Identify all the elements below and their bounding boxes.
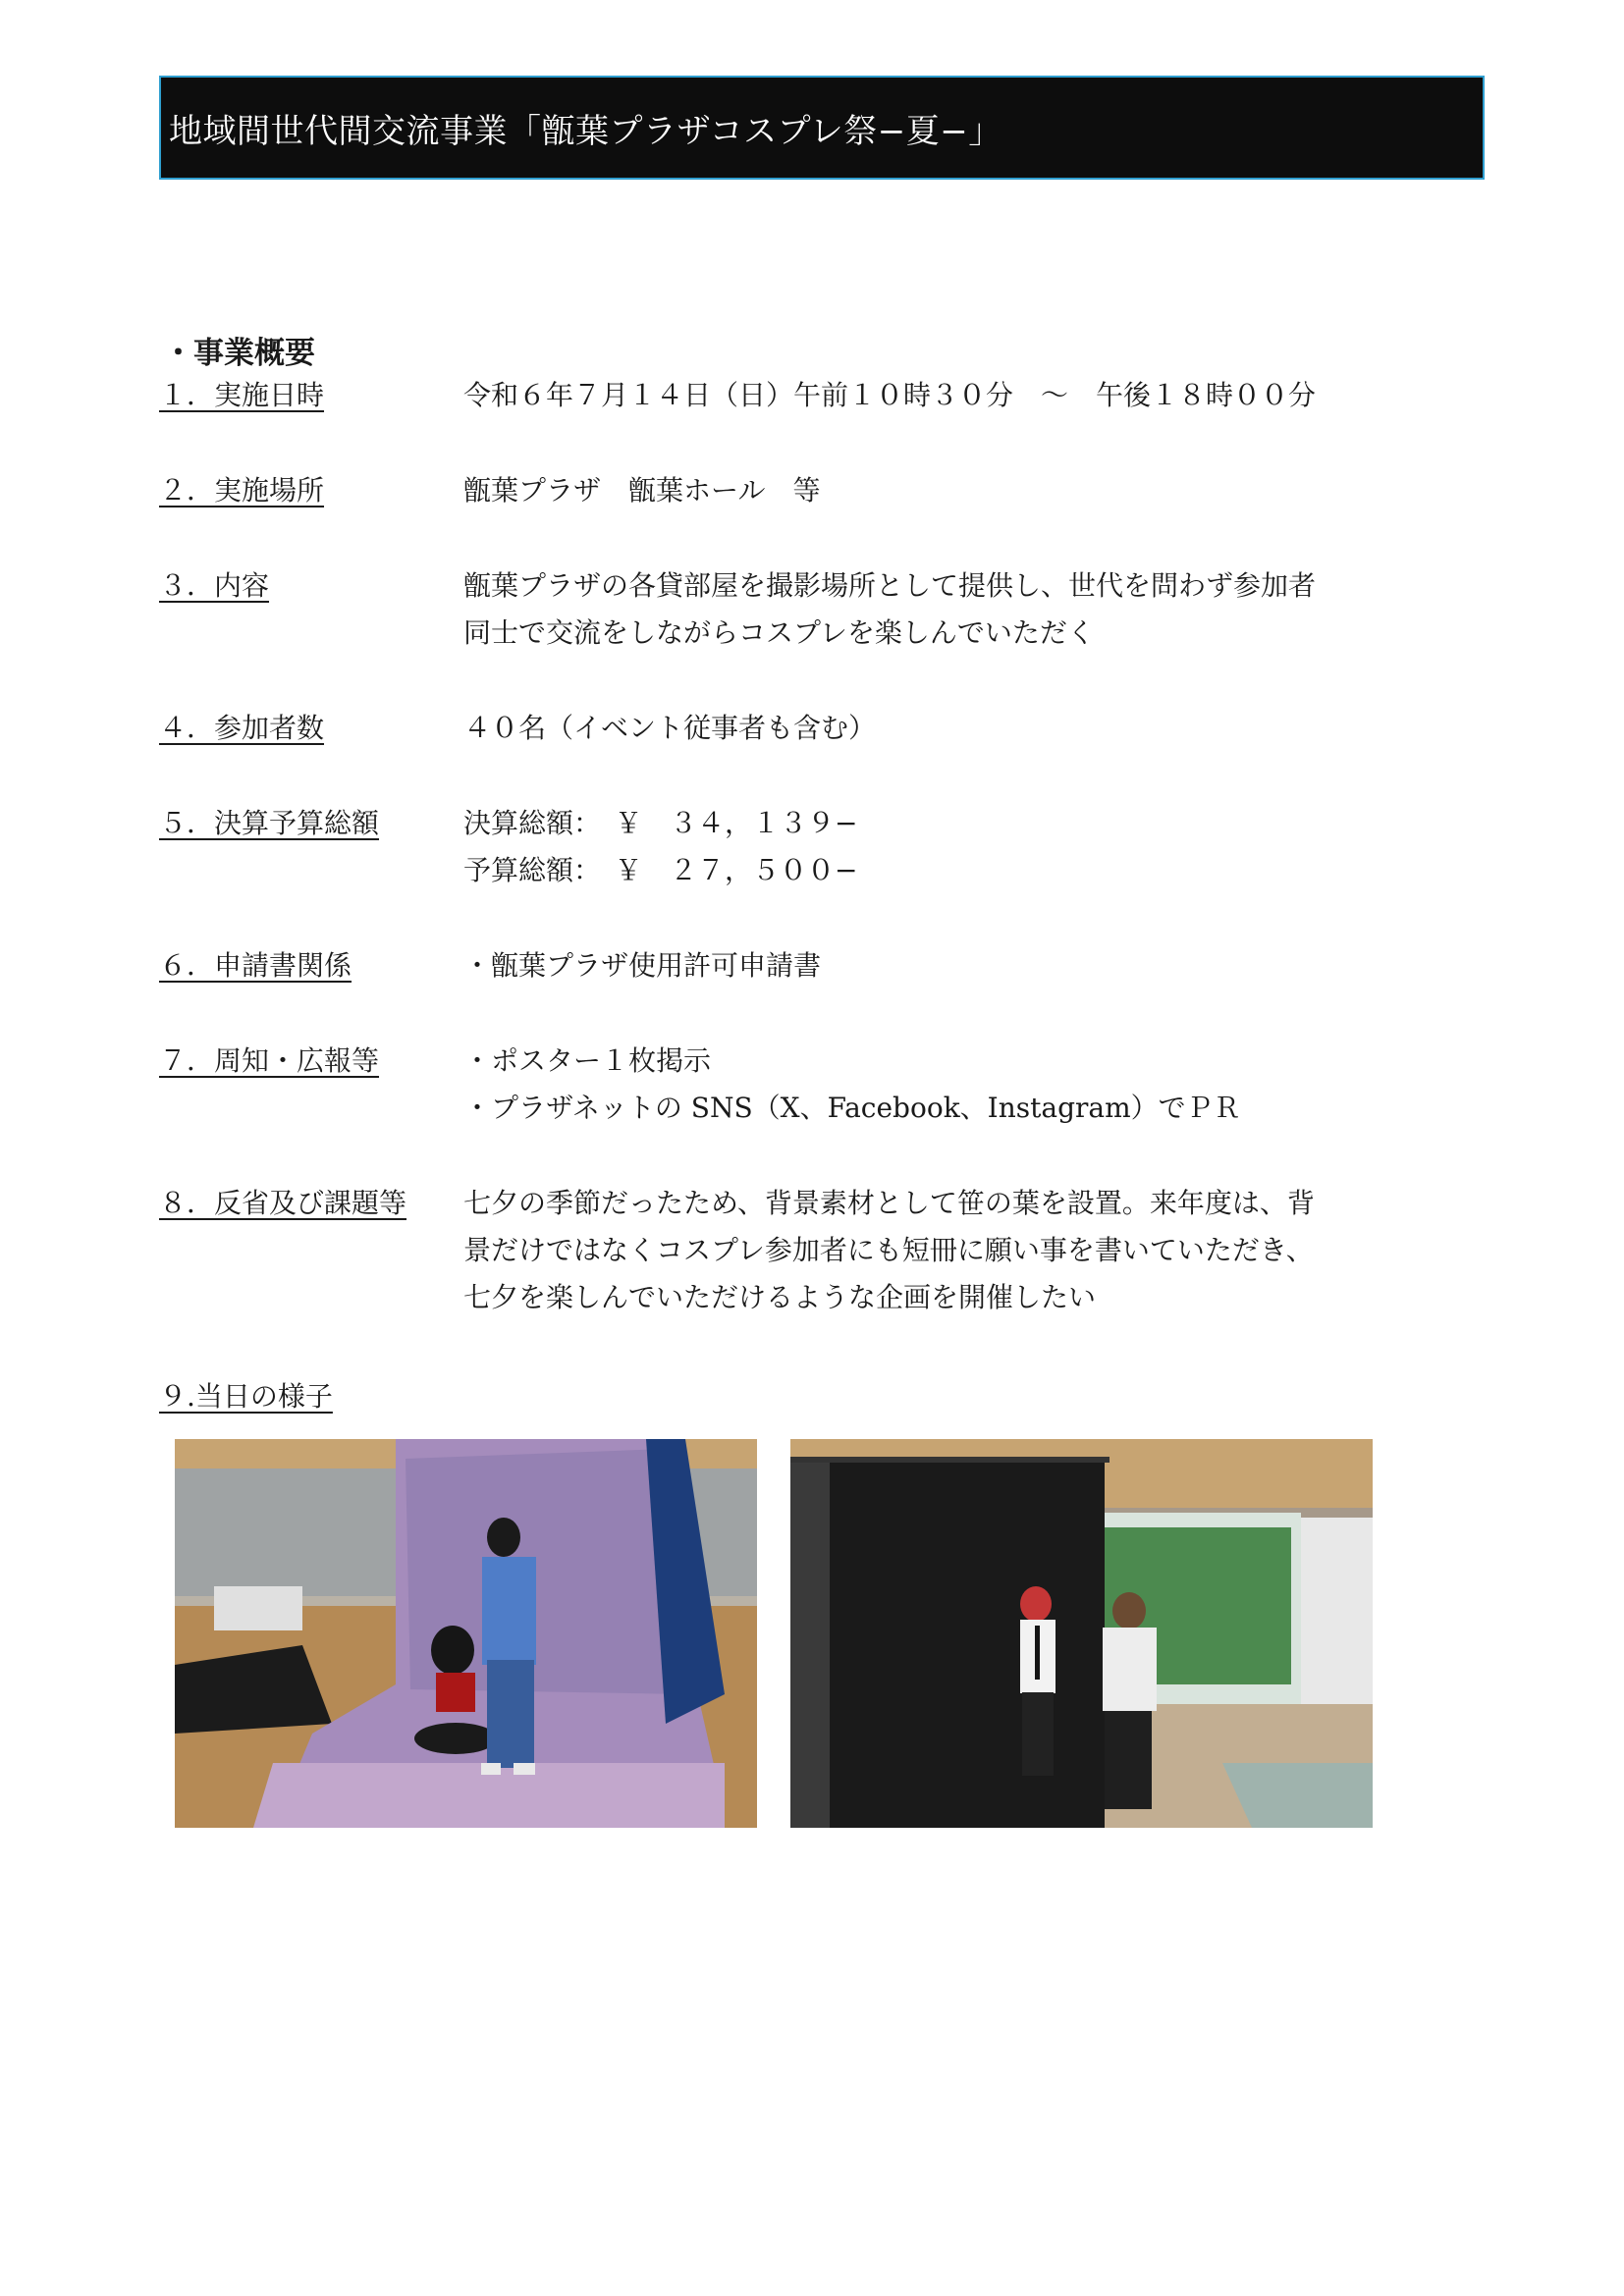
item-line: ・甑葉プラザ使用許可申請書 — [463, 949, 822, 982]
item-line: ・プラザネットの SNS（X、Facebook、Instagram）でＰＲ — [463, 1092, 1241, 1124]
item-label: １．実施日時 — [159, 379, 325, 411]
item-label: ６．申請書関係 — [159, 949, 352, 982]
item-value — [463, 800, 1445, 894]
item-label: ７．周知・広報等 — [159, 1044, 380, 1077]
page-title: 地域間世代間交流事業「甑葉プラザコスプレ祭−夏−」 — [169, 111, 1002, 151]
item-value — [463, 372, 1445, 419]
item-line: 予算総額： ￥ ２７，５００− — [463, 854, 858, 886]
item-value — [463, 467, 1445, 514]
item-line: 七夕を楽しんでいただけるような企画を開催したい — [463, 1281, 1097, 1313]
item-label: ２．実施場所 — [159, 474, 325, 507]
item-line: 景だけではなくコスプレ参加者にも短冊に願い事を書いていただき、 — [463, 1234, 1314, 1266]
item-line: 令和６年７月１４日（日）午前１０時３０分 ～ 午後１８時００分 — [463, 379, 1317, 411]
item-label: ８．反省及び課題等 — [159, 1187, 407, 1219]
item-value — [463, 1180, 1445, 1321]
item-line: 決算総額： ￥ ３４，１３９− — [463, 807, 858, 839]
item-value — [463, 562, 1445, 657]
item-line: ４０名（イベント従事者も含む） — [463, 712, 877, 744]
item-label: ５．決算予算総額 — [159, 807, 380, 839]
item-line: ・ポスター１枚掲示 — [463, 1044, 712, 1077]
item-value — [463, 1038, 1445, 1132]
item-line: 同士で交流をしながらコスプレを楽しんでいただく — [463, 616, 1095, 649]
title-banner — [159, 76, 1485, 180]
photos-label: ９.当日の様子 — [159, 1380, 333, 1413]
item-line: 七夕の季節だったため、背景素材として笹の葉を設置。来年度は、背 — [463, 1187, 1315, 1219]
item-line: 甑葉プラザ 甑葉ホール 等 — [463, 474, 821, 507]
event-photo-left — [175, 1439, 757, 1828]
item-value — [463, 705, 1445, 752]
item-value — [463, 942, 1445, 989]
item-line: 甑葉プラザの各貸部屋を撮影場所として提供し、世代を問わず参加者 — [463, 569, 1317, 602]
section-heading: ・事業概要 — [163, 336, 315, 371]
item-label: ４．参加者数 — [159, 712, 325, 744]
item-label: ３．内容 — [159, 569, 270, 602]
event-photo-right — [790, 1439, 1373, 1828]
